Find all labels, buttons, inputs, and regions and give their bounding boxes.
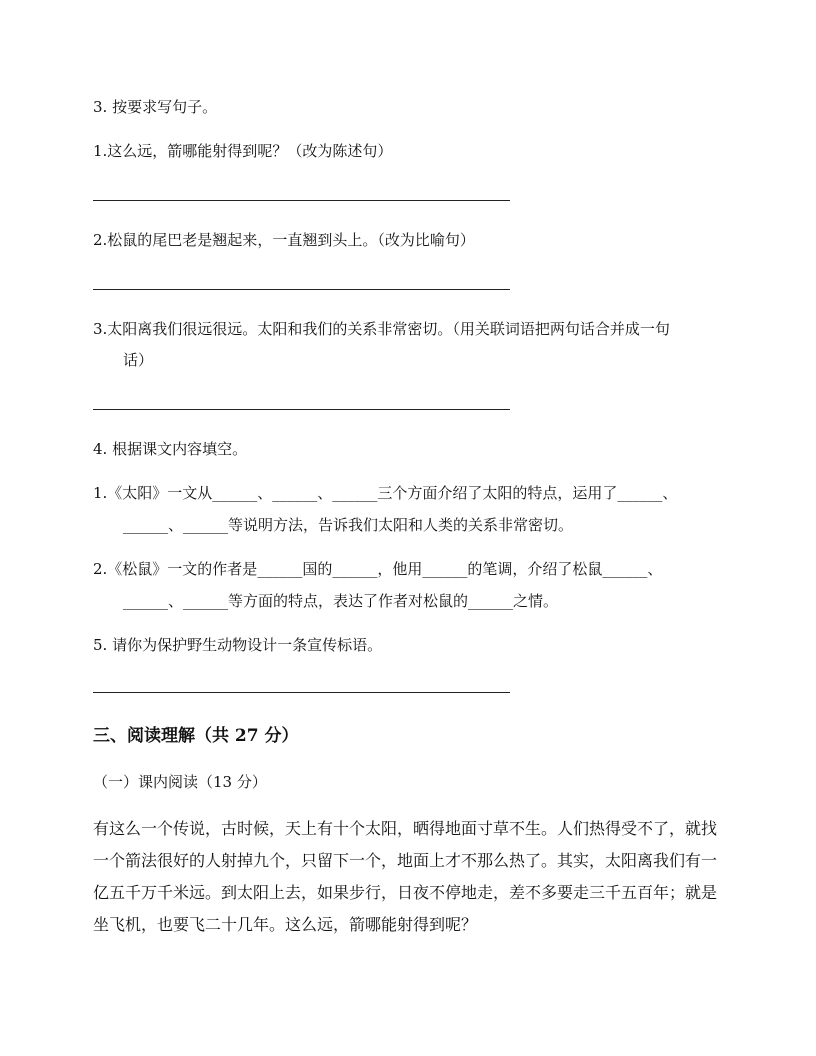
q4-title: 4. 根据课文内容填空。 bbox=[93, 440, 248, 458]
answer-line-q3-3[interactable] bbox=[93, 409, 510, 410]
q4-item1-line2: ______、______等说明方法，告诉我们太阳和人类的关系非常密切。 bbox=[123, 516, 574, 534]
q4-item1-line1: 1.《太阳》一文从______、______、______三个方面介绍了太阳的特点，运用了______、 bbox=[93, 484, 678, 502]
q3-item3-line2: 话） bbox=[123, 351, 154, 369]
passage-line: 一个箭法很好的人射掉九个，只留下一个，地面上才不那么热了。其实，太阳离我们有一 bbox=[93, 851, 718, 870]
answer-line-q3-1[interactable] bbox=[93, 200, 510, 201]
passage-line: 亿五千万千米远。到太阳上去，如果步行，日夜不停地走，差不多要走三千五百年；就是 bbox=[93, 883, 718, 902]
q3-item2: 2.松鼠的尾巴老是翘起来，一直翘到头上。（改为比喻句） bbox=[93, 231, 475, 249]
passage-line: 有这么一个传说，古时候，天上有十个太阳，晒得地面寸草不生。人们热得受不了，就找 bbox=[93, 819, 718, 838]
section-heading: 三、阅读理解（共 27 分） bbox=[93, 726, 299, 746]
q4-item2-line1: 2.《松鼠》一文的作者是______国的______，他用______的笔调，介绍了松鼠______、 bbox=[93, 560, 663, 578]
q4-item2-line2: ______、______等方面的特点，表达了作者对松鼠的______之情。 bbox=[123, 592, 559, 610]
answer-line-q3-2[interactable] bbox=[93, 289, 510, 290]
passage-line: 坐飞机，也要飞二十几年。这么远，箭哪能射得到呢？ bbox=[93, 915, 478, 934]
answer-line-q5[interactable] bbox=[93, 692, 510, 693]
q3-title: 3. 按要求写句子。 bbox=[93, 98, 218, 116]
q3-item3-line1: 3.太阳离我们很远很远。太阳和我们的关系非常密切。（用关联词语把两句话合并成一句 bbox=[93, 320, 670, 338]
q5-title: 5. 请你为保护野生动物设计一条宣传标语。 bbox=[93, 636, 383, 654]
q3-item1: 1.这么远，箭哪能射得到呢？（改为陈述句） bbox=[93, 142, 393, 160]
section-subheading: （一）课内阅读（13 分） bbox=[93, 773, 267, 791]
